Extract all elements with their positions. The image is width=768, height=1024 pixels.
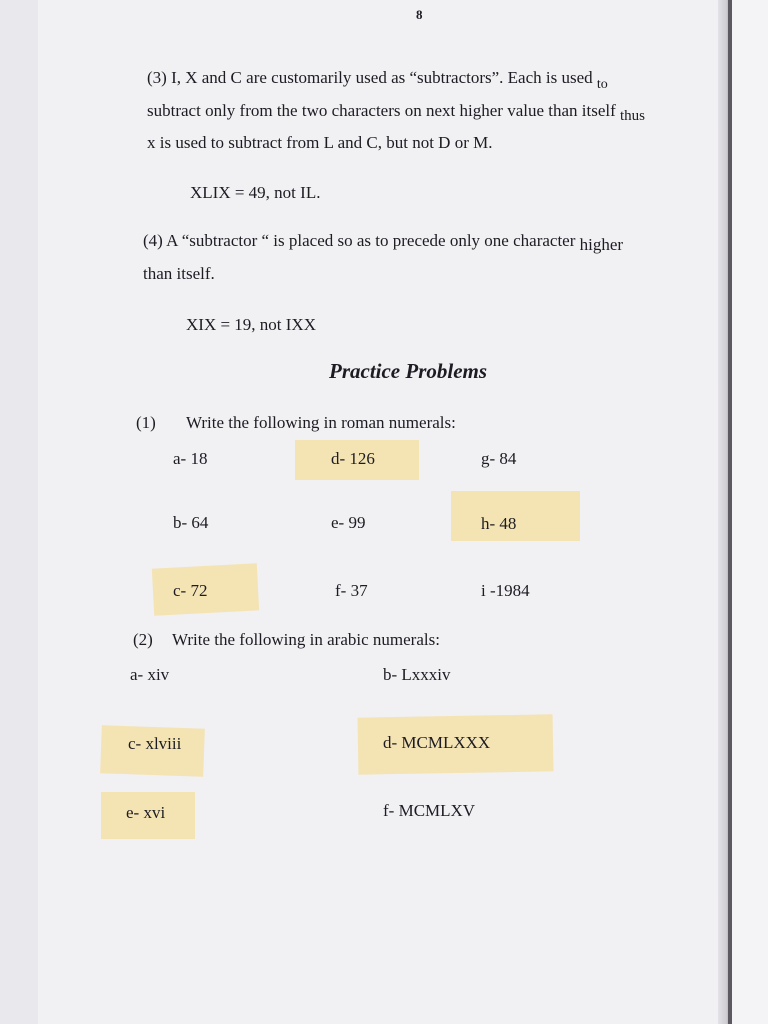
rule3-line2-tail: thus (620, 108, 646, 124)
problem2-number: (2) (133, 630, 153, 649)
rule4-line1-tail: higher (579, 235, 624, 254)
document-page (38, 0, 730, 1024)
problem1-instruction: Write the following in roman numerals: (186, 413, 456, 432)
section-heading: Practice Problems (329, 359, 488, 383)
problem2-item-d: d- MCMLXXX (383, 733, 491, 752)
problem2-item-a: a- xiv (130, 665, 170, 684)
problem1-item-h: h- 48 (481, 514, 517, 533)
problem2-item-c: c- xlviii (128, 734, 182, 753)
problem1-item-g: g- 84 (481, 449, 517, 468)
rule3-example: XLIX = 49, not IL. (190, 183, 321, 202)
problem2-item-f: f- MCMLXV (383, 801, 476, 820)
problem1-item-c: c- 72 (173, 581, 208, 600)
rule3-line1-text: (3) I, X and C are customarily used as “subtractors”. Each is used (147, 68, 593, 87)
problem1-item-b: b- 64 (173, 513, 209, 532)
rule4-line1-text: (4) A “subtractor “ is placed so as to precede only one character (143, 231, 576, 250)
problem1-item-a: a- 18 (173, 449, 208, 468)
rule3-line2-text: subtract only from the two characters on next higher value than itself (147, 101, 616, 120)
problem1-item-f: f- 37 (335, 581, 368, 600)
rule3-line1 (147, 68, 608, 92)
rule3-line1-tail: to (596, 77, 608, 92)
problem2-instruction: Write the following in arabic numerals: (172, 630, 440, 649)
rule3-line2 (147, 101, 646, 124)
problem2-item-b: b- Lxxxiv (383, 665, 451, 684)
scan-margin (732, 0, 768, 1024)
problem1-item-d: d- 126 (331, 449, 375, 468)
rule4-example: XIX = 19, not IXX (186, 315, 316, 334)
problem1-number: (1) (136, 413, 156, 432)
problem1-item-e: e- 99 (331, 513, 366, 532)
rule4-line1 (143, 231, 624, 254)
problem2-item-e: e- xvi (126, 803, 166, 822)
rule3-line3: x is used to subtract from L and C, but not D or M. (147, 133, 493, 152)
problem1-item-i: i -1984 (481, 581, 530, 600)
page-number: 8 (416, 7, 423, 22)
rule4-line2: than itself. (143, 264, 215, 283)
